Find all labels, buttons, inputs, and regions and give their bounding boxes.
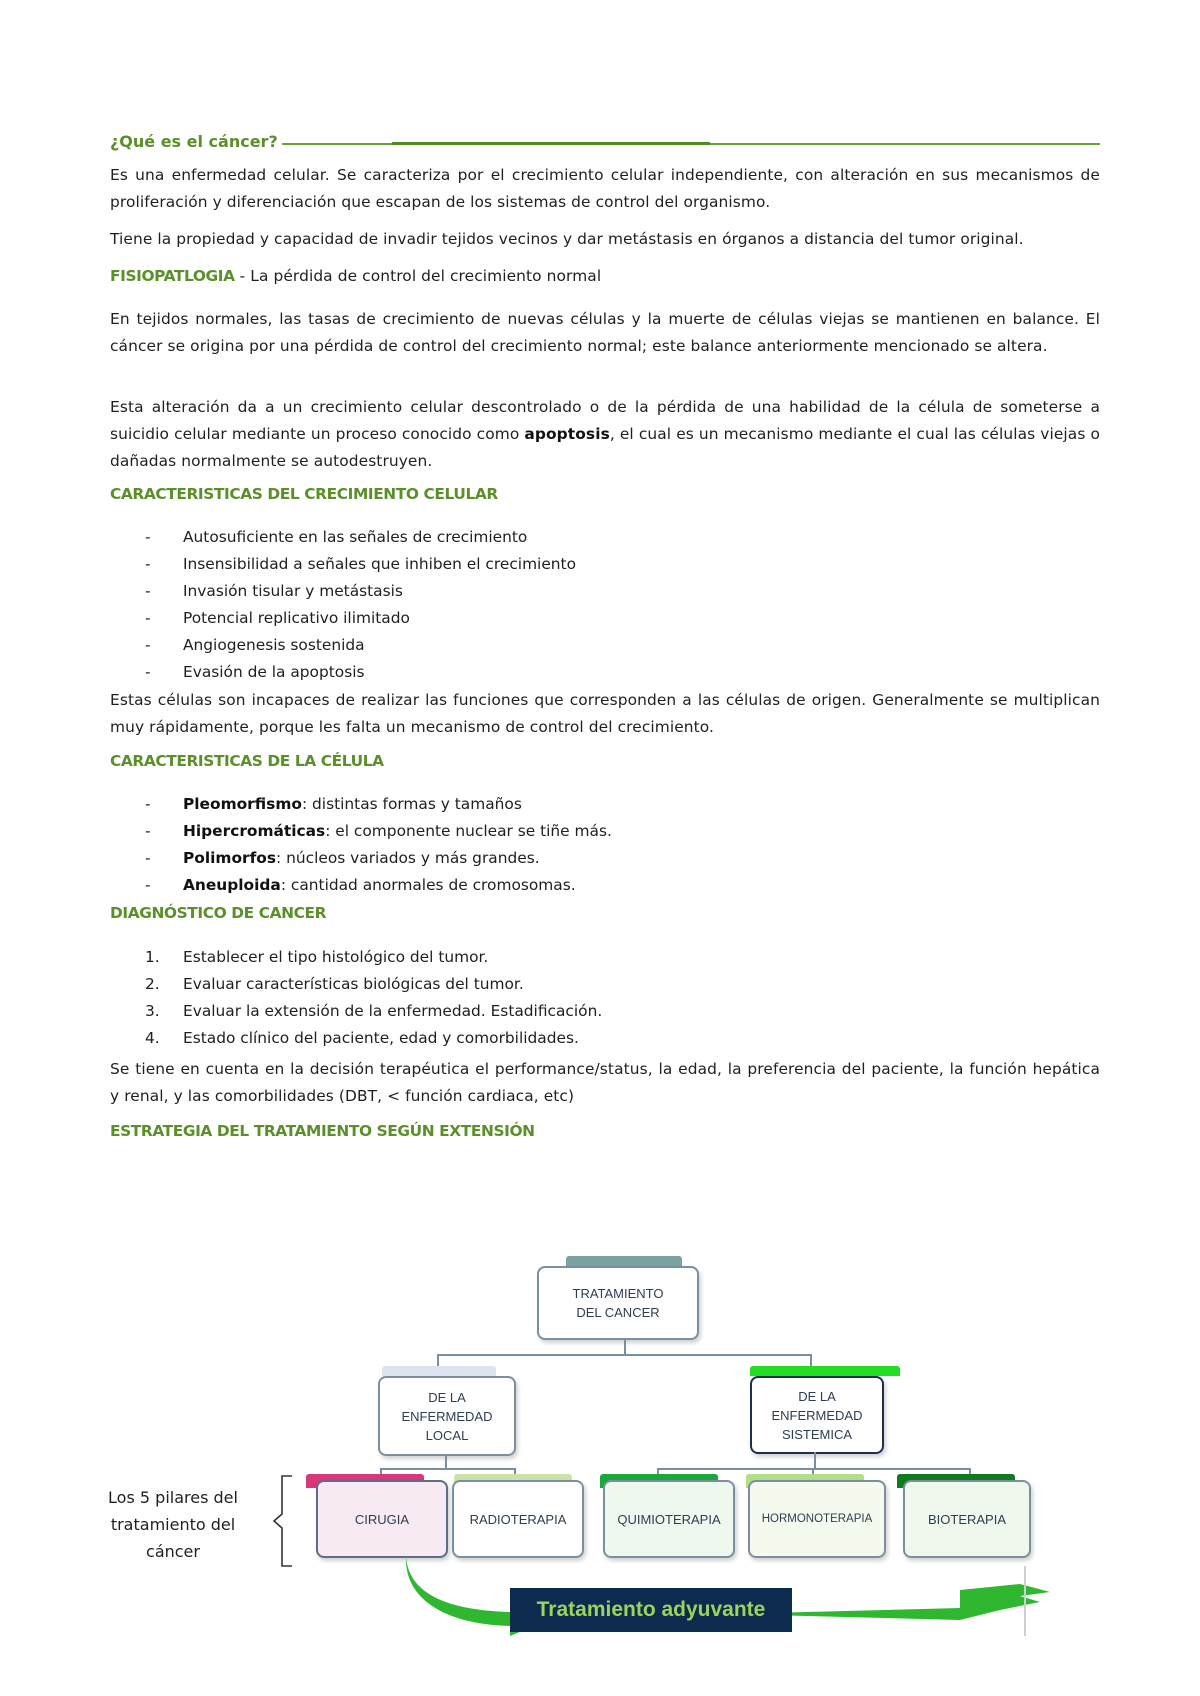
list-item: - Polimorfos: núcleos variados y más grandes.	[145, 849, 540, 867]
diagnostico-heading: DIAGNÓSTICO DE CANCER	[110, 904, 327, 922]
root-tab	[566, 1256, 682, 1266]
connector	[437, 1354, 812, 1356]
connector	[445, 1454, 447, 1468]
list-item: 2. Evaluar características biológicas del tumor.	[145, 975, 524, 993]
connector	[380, 1468, 516, 1470]
celula-heading: CARACTERISTICAS DE LA CÉLULA	[110, 752, 384, 770]
crecimiento-list	[110, 524, 576, 686]
fisiopatologia-heading: FISIOPATLOGIA - La pérdida de control del crecimiento normal	[110, 267, 602, 285]
list-item: 1. Establecer el tipo histológico del tumor.	[145, 948, 489, 966]
title-row	[110, 128, 1100, 158]
diagnostico-paragraph: Se tiene en cuenta en la decisión terapéutica el performance/status, la edad, la preferencia del paciente, la función hepática y renal, y las comorbilidades (DBT, < función cardiaca, etc)	[110, 1060, 1100, 1105]
local-box: DE LA ENFERMEDAD LOCAL	[378, 1376, 516, 1456]
list-item: - Pleomorfismo: distintas formas y tamaños	[145, 795, 522, 813]
list-item: - Angiogenesis sostenida	[145, 636, 365, 654]
radioterapia-box: RADIOTERAPIA	[452, 1480, 584, 1558]
list-item: - Autosuficiente en las señales de crecimiento	[145, 528, 528, 546]
fisiopatologia-paragraph-1: En tejidos normales, las tasas de crecimiento de nuevas células y la muerte de células viejas se mantienen en balance. El cáncer se origina por una pérdida de control del crecimiento normal; este balance anteriormente mencionado se altera.	[110, 310, 1100, 355]
title-rule-accent	[392, 142, 710, 145]
local-tab	[382, 1366, 496, 1376]
sistemica-box: DE LA ENFERMEDAD SISTEMICA	[750, 1376, 884, 1454]
curly-bracket-icon	[270, 1474, 300, 1568]
intro-paragraph-1: Es una enfermedad celular. Se caracteriza por el crecimiento celular independiente, con alteración en sus mecanismos de proliferación y diferenciación que escapan de los sistemas de control del organismo.	[110, 166, 1100, 211]
cirugia-box: CIRUGIA	[316, 1480, 448, 1558]
fisiopatologia-subtitle: - La pérdida de control del crecimiento normal	[234, 267, 602, 285]
apoptosis-term: apoptosis	[524, 425, 610, 443]
divider	[1024, 1566, 1026, 1636]
list-item: - Insensibilidad a señales que inhiben el crecimiento	[145, 555, 577, 573]
estrategia-heading: ESTRATEGIA DEL TRATAMIENTO SEGÚN EXTENSIÓN	[110, 1122, 535, 1140]
adjuvant-label: Tratamiento adyuvante	[510, 1588, 792, 1632]
intro-paragraph-2: Tiene la propiedad y capacidad de invadir tejidos vecinos y dar metástasis en órganos a distancia del tumor original.	[110, 230, 1024, 248]
connector	[814, 1452, 816, 1468]
connector	[624, 1338, 626, 1354]
list-item: - Potencial replicativo ilimitado	[145, 609, 410, 627]
document-page	[110, 128, 1100, 158]
quimioterapia-box: QUIMIOTERAPIA	[603, 1480, 735, 1558]
connector	[810, 1354, 812, 1366]
bioterapia-box: BIOTERAPIA	[903, 1480, 1031, 1558]
list-item: - Hipercromáticas: el componente nuclear se tiñe más.	[145, 822, 612, 840]
pilares-label: Los 5 pilares del tratamiento del cáncer	[108, 1488, 238, 1561]
page-title: ¿Qué es el cáncer?	[110, 132, 278, 151]
fisiopatologia-paragraph-2: Esta alteración da a un crecimiento celular descontrolado o de la pérdida de una habilidad de la célula de someterse a suicidio celular mediante un proceso conocido como apoptosis, el cual es un mecanismo mediante el cual las células viejas o dañadas normalmente se autodestruyen.	[110, 398, 1100, 470]
celula-list	[110, 791, 612, 899]
list-item: 4. Estado clínico del paciente, edad y comorbilidades.	[145, 1029, 579, 1047]
connector	[437, 1354, 439, 1366]
hormonoterapia-box: HORMONOTERAPIA	[748, 1480, 886, 1558]
sistemica-tab	[750, 1366, 900, 1376]
connector	[657, 1468, 971, 1470]
crecimiento-paragraph: Estas células son incapaces de realizar las funciones que corresponden a las células de origen. Generalmente se multiplican muy rápidamente, porque les falta un mecanismo de control del crecimiento.	[110, 691, 1100, 736]
root-box: TRATAMIENTO DEL CANCER	[537, 1266, 699, 1340]
list-item: 3. Evaluar la extensión de la enfermedad. Estadificación.	[145, 1002, 603, 1020]
list-item: - Invasión tisular y metástasis	[145, 582, 403, 600]
diagnostico-list	[110, 944, 602, 1052]
crecimiento-heading: CARACTERISTICAS DEL CRECIMIENTO CELULAR	[110, 485, 498, 503]
list-item: - Evasión de la apoptosis	[145, 663, 365, 681]
list-item: - Aneuploida: cantidad anormales de cromosomas.	[145, 876, 576, 894]
